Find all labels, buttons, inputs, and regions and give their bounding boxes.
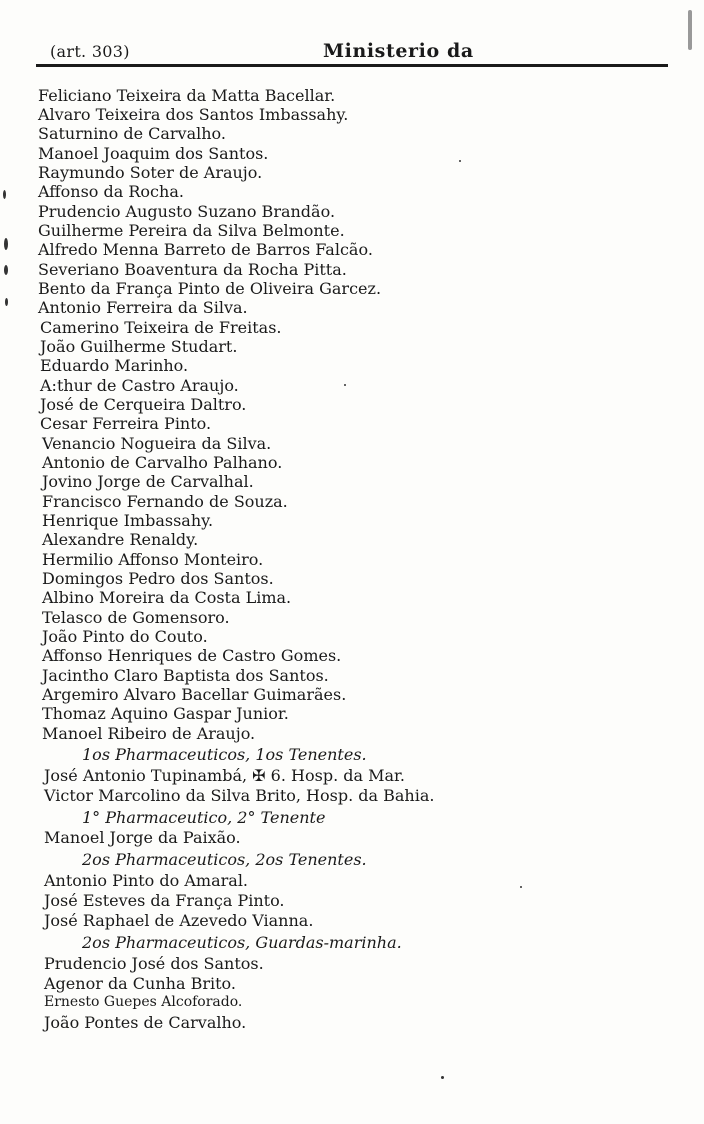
- roster-line: Raymundo Soter de Araujo.: [38, 163, 263, 182]
- roster-line: Henrique Imbassahy.: [42, 511, 214, 530]
- roster-line: Antonio Pinto do Amaral.: [44, 871, 249, 890]
- roster-line: Agenor da Cunha Brito.: [44, 974, 236, 993]
- roster-line: Telasco de Gomensoro.: [42, 608, 230, 627]
- roster-line: Prudencio Augusto Suzano Brandão.: [38, 202, 336, 221]
- roster-line: Alvaro Teixeira dos Santos Imbassahy.: [38, 105, 349, 124]
- roster-line: Thomaz Aquino Gaspar Junior.: [42, 704, 289, 723]
- running-title: Ministerio da: [323, 40, 474, 62]
- roster-line: Jacintho Claro Baptista dos Santos.: [42, 666, 329, 685]
- roster-line: Antonio de Carvalho Palhano.: [42, 453, 283, 472]
- roster-line: José Raphael de Azevedo Vianna.: [44, 911, 314, 930]
- roster-line: Ernesto Guepes Alcoforado.: [44, 994, 243, 1010]
- roster-line: Argemiro Alvaro Bacellar Guimarães.: [42, 685, 347, 704]
- roster-line: José Esteves da França Pinto.: [44, 891, 285, 910]
- roster-line: Camerino Teixeira de Freitas.: [40, 318, 282, 337]
- roster-line: Manoel Joaquim dos Santos.: [38, 144, 269, 163]
- roster-line: Francisco Fernando de Souza.: [42, 492, 288, 511]
- roster-line: João Pinto do Couto.: [42, 627, 208, 646]
- roster-line: Prudencio José dos Santos.: [44, 954, 264, 973]
- roster-line: Saturnino de Carvalho.: [38, 124, 226, 143]
- roster-line: Hermilio Affonso Monteiro.: [42, 550, 264, 569]
- speck: [688, 10, 692, 50]
- speck: [520, 886, 522, 888]
- roster-line: Eduardo Marinho.: [40, 356, 189, 375]
- speck: [4, 265, 8, 275]
- roster-line: José de Cerqueira Daltro.: [40, 395, 247, 414]
- roster-line: Antonio Ferreira da Silva.: [38, 298, 248, 317]
- speck: [344, 384, 346, 386]
- roster-line: Feliciano Teixeira da Matta Bacellar.: [38, 86, 336, 105]
- section-subheading: 1os Pharmaceuticos, 1os Tenentes.: [82, 745, 367, 764]
- roster-line: A:thur de Castro Araujo.: [40, 376, 239, 395]
- roster-line: Affonso Henriques de Castro Gomes.: [42, 646, 342, 665]
- roster-line: José Antonio Tupinambá, ✠ 6. Hosp. da Mar.: [44, 766, 405, 785]
- speck: [4, 238, 8, 250]
- header-rule: [36, 64, 668, 67]
- roster-line: Affonso da Rocha.: [38, 182, 184, 201]
- section-subheading: 2os Pharmaceuticos, 2os Tenentes.: [82, 850, 367, 869]
- speck: [441, 1076, 444, 1079]
- roster-line: João Guilherme Studart.: [40, 337, 238, 356]
- roster-line: Alexandre Renaldy.: [42, 530, 199, 549]
- roster-line: Manoel Jorge da Paixão.: [44, 828, 241, 847]
- roster-line: Venancio Nogueira da Silva.: [42, 434, 272, 453]
- roster-line: Manoel Ribeiro de Araujo.: [42, 724, 256, 743]
- speck: [5, 298, 8, 306]
- section-subheading: 2os Pharmaceuticos, Guardas-marinha.: [82, 933, 402, 952]
- roster-line: Alfredo Menna Barreto de Barros Falcão.: [38, 240, 373, 259]
- roster-line: Victor Marcolino da Silva Brito, Hosp. da Bahia.: [44, 786, 435, 805]
- roster-line: João Pontes de Carvalho.: [44, 1013, 247, 1032]
- roster-line: Guilherme Pereira da Silva Belmonte.: [38, 221, 345, 240]
- roster-line: Severiano Boaventura da Rocha Pitta.: [38, 260, 347, 279]
- roster-line: Jovino Jorge de Carvalhal.: [42, 472, 254, 491]
- roster-line: Cesar Ferreira Pinto.: [40, 414, 212, 433]
- speck: [3, 190, 6, 199]
- section-subheading: 1° Pharmaceutico, 2° Tenente: [82, 808, 326, 827]
- roster-line: Bento da França Pinto de Oliveira Garcez.: [38, 279, 382, 298]
- roster-line: Domingos Pedro dos Santos.: [42, 569, 274, 588]
- article-reference: (art. 303): [50, 42, 130, 61]
- page-header: [36, 38, 668, 66]
- speck: [459, 160, 461, 162]
- roster-line: Albino Moreira da Costa Lima.: [42, 588, 292, 607]
